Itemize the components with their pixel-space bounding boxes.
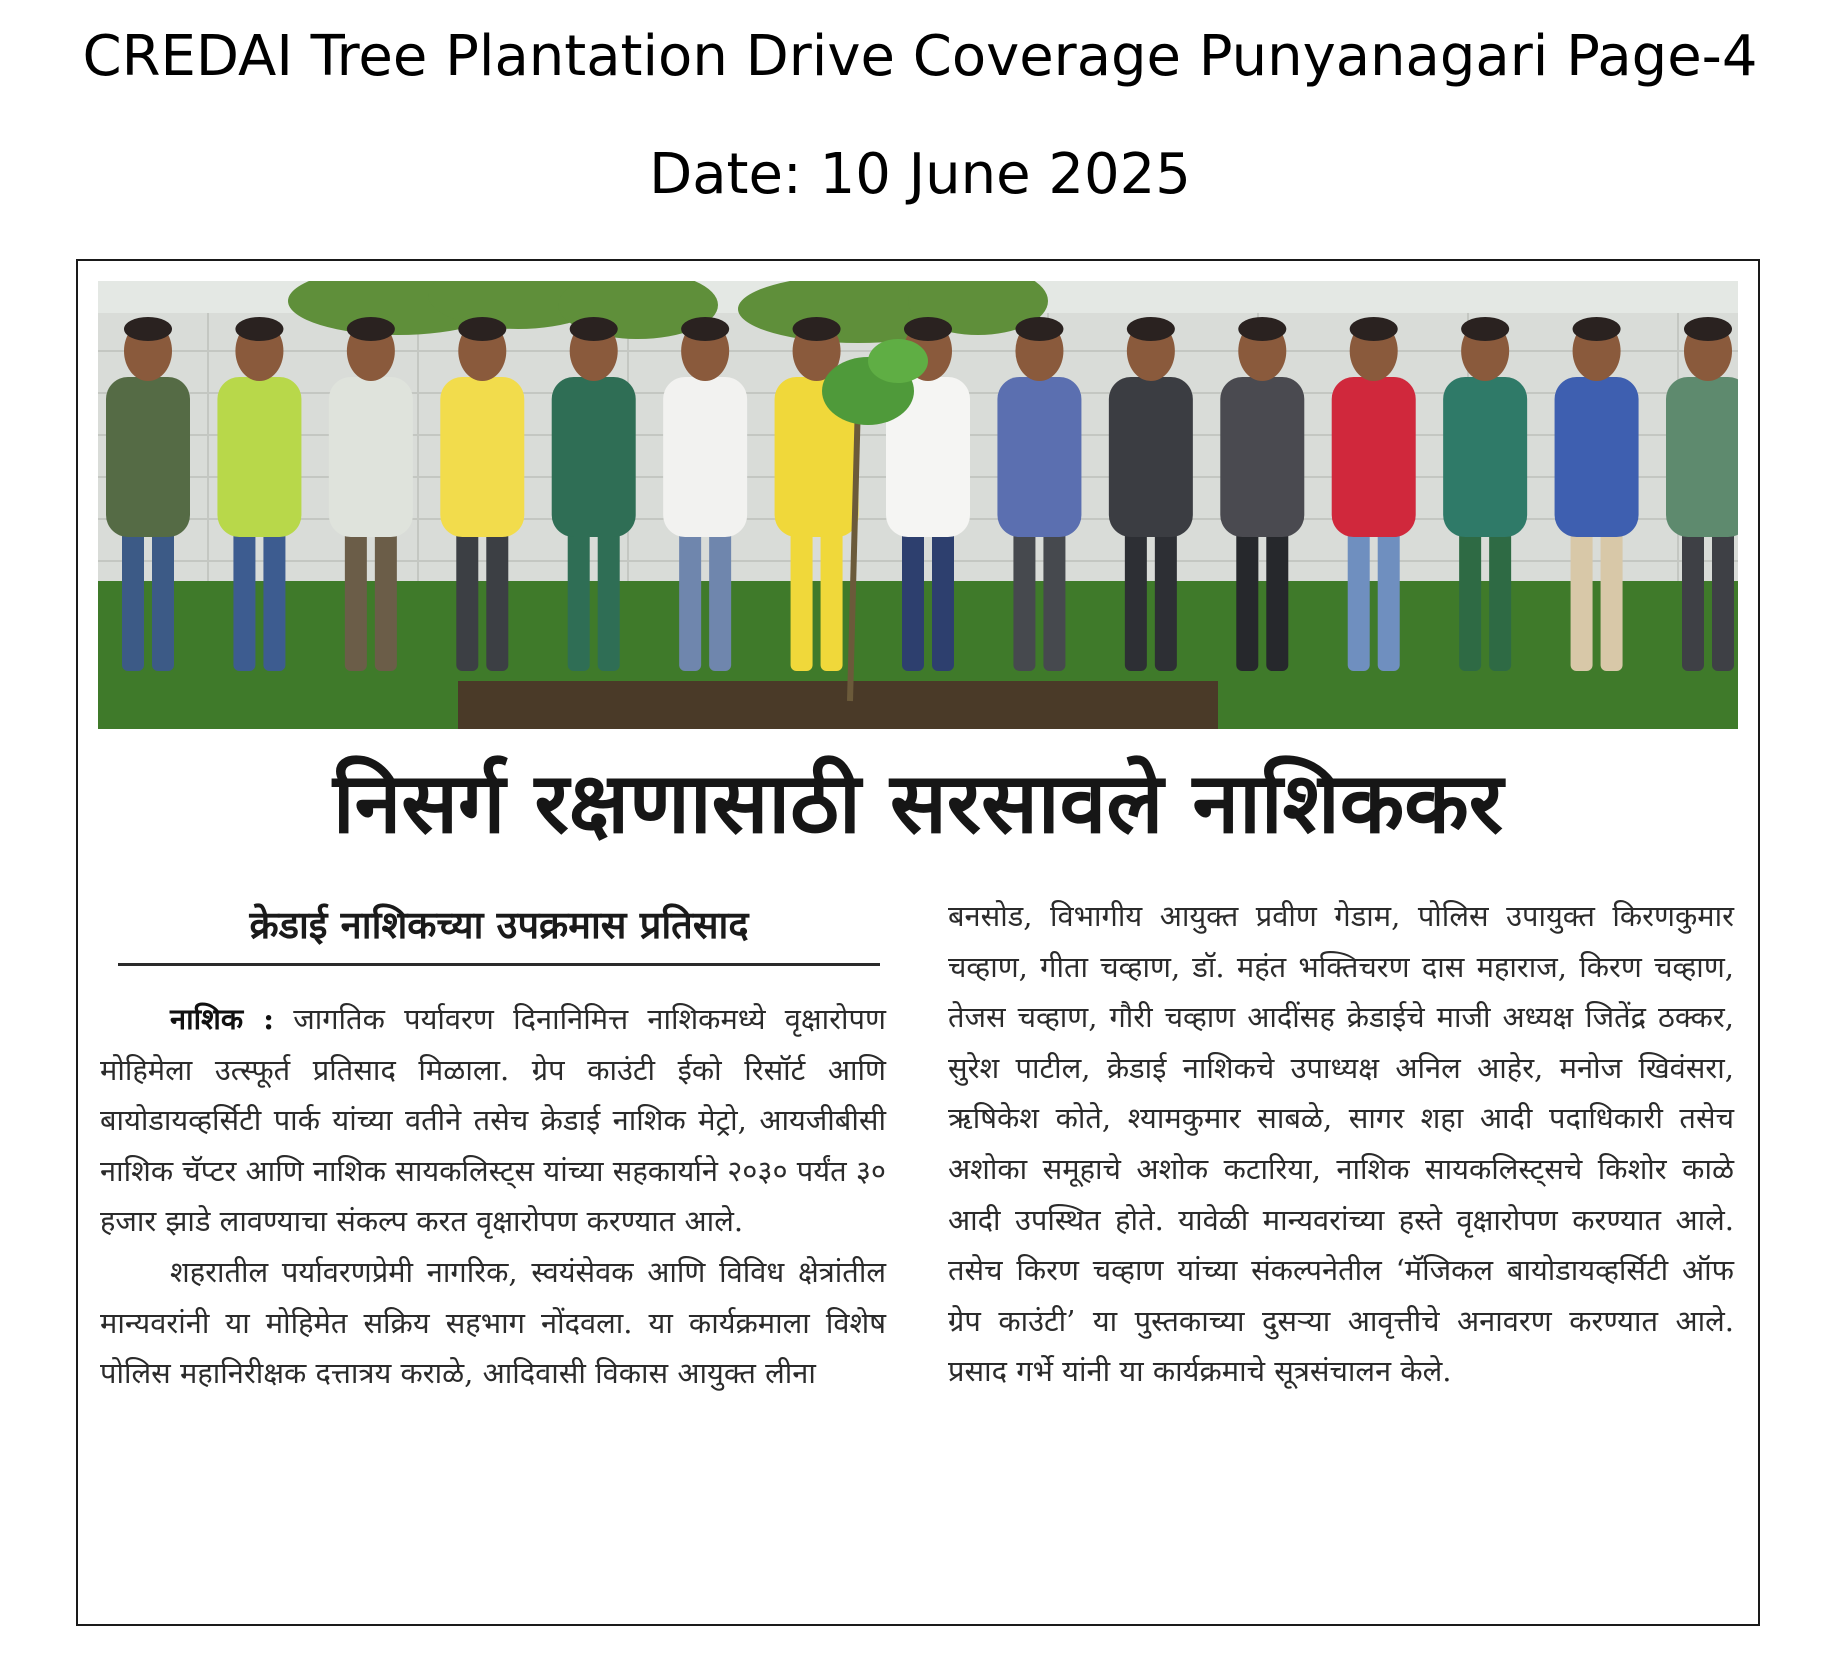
article-paragraph: शहरातील पर्यावरणप्रेमी नागरिक, स्वयंसेवक आणि विविध क्षेत्रांतील मान्यवरांनी या मोहिमेत सक्रिय सहभाग नोंदवला. या कार्यक्रमाला विशेष पोलिस महानिरीक्षक दत्तात्रय कराळे, आदिवासी विकास आयुक्त लीना — [100, 1254, 886, 1391]
article-paragraph: बनसोड, विभागीय आयुक्त प्रवीण गेडाम, पोलिस उपायुक्त किरणकुमार चव्हाण, गीता चव्हाण, डॉ. महंत भक्तिचरण दास महाराज, किरण चव्हाण, तेजस चव्हाण, गौरी चव्हाण आदींसह क्रेडाईचे माजी अध्यक्ष जितेंद्र ठक्कर, सुरेश पाटील, क्रेडाई नाशिकचे उपाध्यक्ष अनिल आहेर, मनोज खिवंसरा, ऋषिकेश कोते, श्यामकुमार साबळे, सागर शहा आदी पदाधिकारी तसेच अशोका समूहाचे अशोक कटारिया, नाशिक सायकलिस्ट्सचे किशोर काळे आदी उपस्थित होते. यावेळी मान्यवरांच्या हस्ते वृक्षारोपण करण्यात आले. तसेच किरण चव्हाण यांच्या संकल्पनेतील ‘मॅजिकल बायोडायव्हर्सिटी ऑफ ग्रेप काउंटी’ या पुस्तकाच्या दुसऱ्या आवृत्तीचे अनावरण करण्यात आले. प्रसाद गर्भे यांनी या कार्यक्रमाचे सूत्रसंचालन केले. — [948, 899, 1734, 1389]
tree-plantation-photo — [98, 281, 1738, 729]
newspaper-clipping — [76, 259, 1760, 1626]
dateline: नाशिक : — [170, 1002, 274, 1036]
paragraph-text: जागतिक पर्यावरण दिनानिमित्त नाशिकमध्ये वृक्षारोपण मोहिमेला उत्स्फूर्त प्रतिसाद मिळाला. ग्रेप काउंटी ईको रिसॉर्ट आणि बायोडायव्हर्सिटी पार्क यांच्या वतीने तसेच क्रेडाई नाशिक मेट्रो, आयजीबीसी नाशिक चॅप्टर आणि नाशिक सायकलिस्ट्स यांच्या सहकार्याने २०३० पर्यंत ३० हजार झाडे लावण्याचा संकल्प करत वृक्षारोपण करण्यात आले. — [100, 1002, 886, 1239]
headline: निसर्ग रक्षणासाठी सरसावले नाशिककर — [332, 754, 1504, 852]
event-photo — [98, 281, 1738, 729]
page-date: Date: 10 June 2025 — [649, 142, 1191, 207]
page-title: CREDAI Tree Plantation Drive Coverage Punyanagari Page-4 — [82, 24, 1758, 89]
article-paragraph — [100, 994, 886, 1247]
subheadline: क्रेडाई नाशिकच्या उपक्रमास प्रतिसाद — [118, 897, 880, 966]
article-column-right — [948, 891, 1734, 1397]
article-column-left — [100, 994, 886, 1399]
